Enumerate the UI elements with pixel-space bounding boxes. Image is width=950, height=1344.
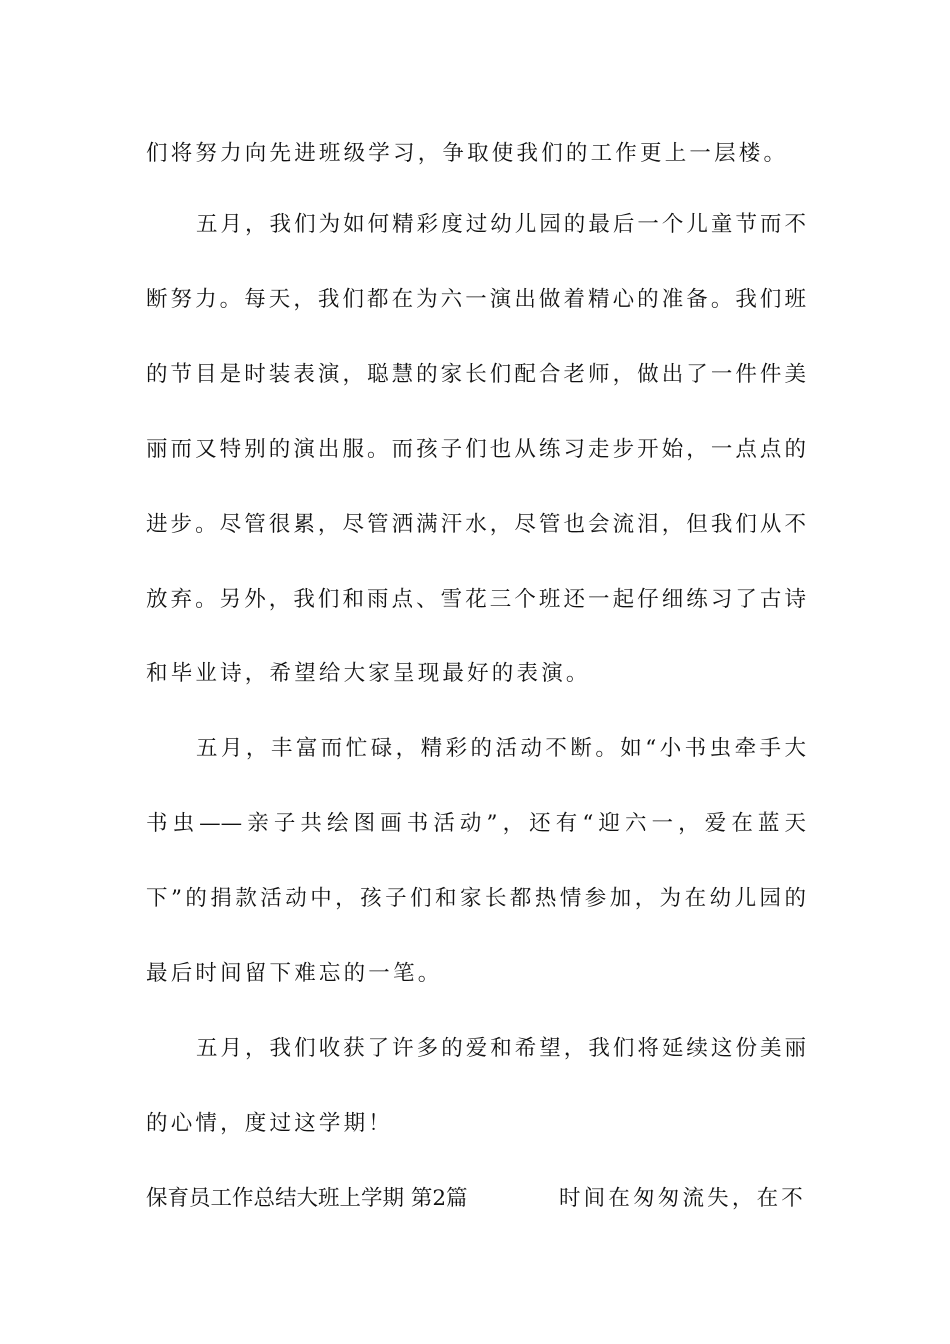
text-line: 们将努力向先进班级学习，争取使我们的工作更上一层楼。	[146, 141, 789, 166]
text-line: 的节目是时装表演，聪慧的家长们配合老师，做出了一件件美	[146, 362, 806, 387]
text-line: 的心情，度过这学期！	[146, 1111, 394, 1136]
text-line: 最后时间留下难忘的一笔。	[146, 961, 443, 986]
text-line: 下”的捐款活动中，孩子们和家长都热情参加，为在幼儿园的	[146, 886, 806, 911]
paragraph-start-line: 五月，我们为如何精彩度过幼儿园的最后一个儿童节而不	[196, 212, 806, 237]
text-line: 丽而又特别的演出服。而孩子们也从练习走步开始，一点点的	[146, 437, 806, 462]
text-line: 放弃。另外，我们和雨点、雪花三个班还一起仔细练习了古诗	[146, 587, 806, 612]
text-line: 和毕业诗，希望给大家呈现最好的表演。	[146, 661, 591, 686]
paragraph-start-line: 五月，我们收获了许多的爱和希望，我们将延续这份美丽	[196, 1036, 806, 1061]
text-line: 书虫——亲子共绘图画书活动”，还有“迎六一，爱在蓝天	[146, 811, 806, 836]
text-line: 断努力。每天，我们都在为六一演出做着精心的准备。我们班	[146, 287, 806, 312]
paragraph-start-line: 五月，丰富而忙碌，精彩的活动不断。如“小书虫牵手大	[196, 736, 806, 761]
section-continuation-text: 时间在匆匆流失，在不	[558, 1186, 806, 1211]
text-line: 进步。尽管很累，尽管洒满汗水，尽管也会流泪，但我们从不	[146, 512, 806, 537]
section-heading: 保育员工作总结大班上学期 第2篇	[146, 1186, 468, 1211]
